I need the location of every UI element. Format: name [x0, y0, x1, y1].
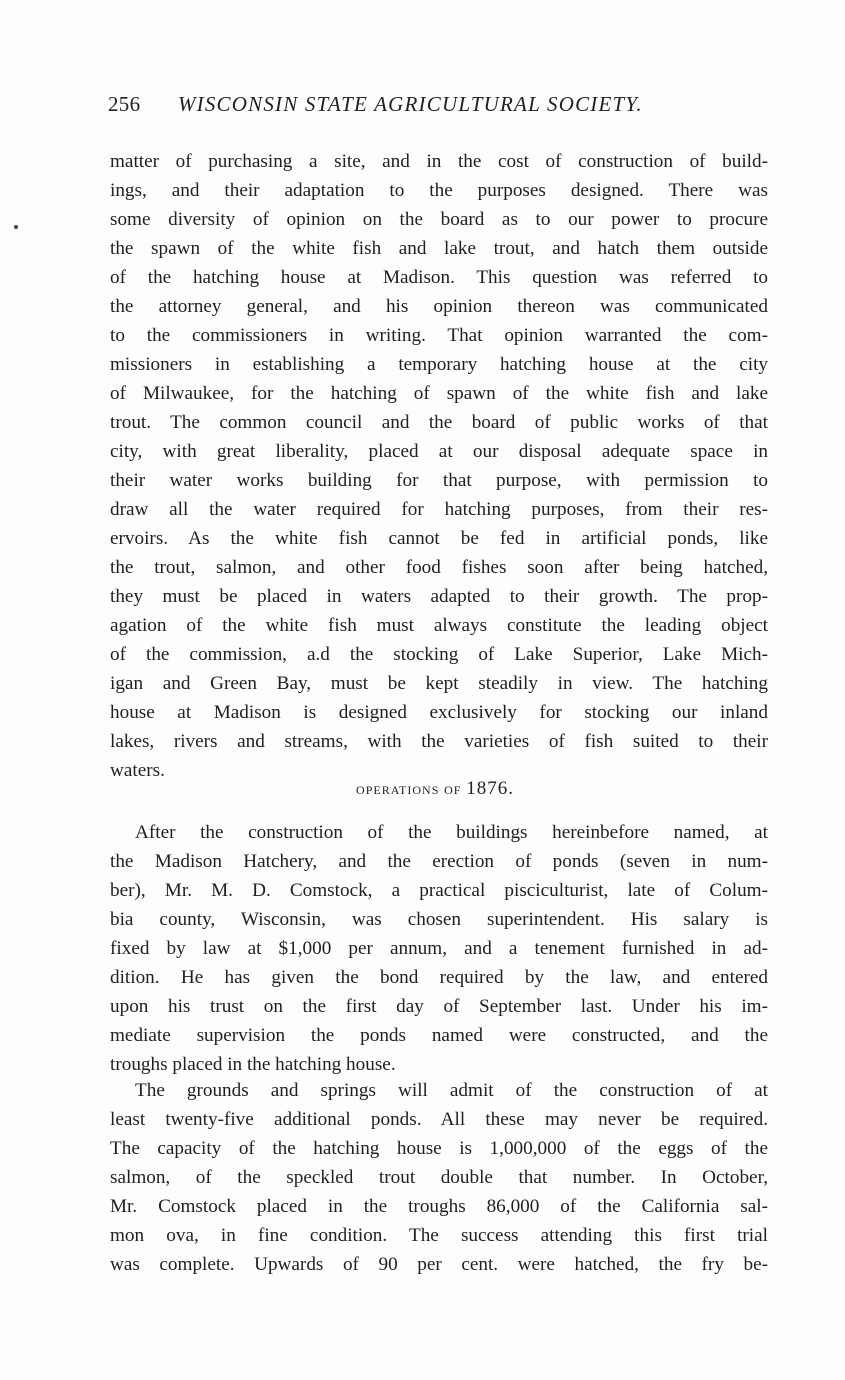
- text-line: draw all the water required for hatching purposes, from their res-: [110, 499, 768, 520]
- text-line: bia county, Wisconsin, was chosen superintendent. His salary is: [110, 909, 768, 930]
- text-line: house at Madison is designed exclusively for stocking our inland: [110, 702, 768, 723]
- heading-word: operations: [356, 779, 440, 798]
- text-line: was complete. Upwards of 90 per cent. were hatched, the fry be-: [110, 1254, 768, 1275]
- text-line: After the construction of the buildings hereinbefore named, at: [135, 822, 768, 843]
- text-line: ber), Mr. M. D. Comstock, a practical pisciculturist, late of Colum-: [110, 880, 768, 901]
- text-line: The grounds and springs will admit of the construction of at: [135, 1080, 768, 1101]
- text-line: mon ova, in fine condition. The success attending this first trial: [110, 1225, 768, 1246]
- text-line: matter of purchasing a site, and in the cost of construction of build-: [110, 151, 768, 172]
- text-line: missioners in establishing a temporary hatching house at the city: [110, 354, 768, 375]
- page-header: [108, 92, 708, 122]
- text-line: waters.: [110, 760, 165, 781]
- text-line: dition. He has given the bond required by the law, and entered: [110, 967, 768, 988]
- text-line: they must be placed in waters adapted to their growth. The prop-: [110, 586, 768, 607]
- text-line: trout. The common council and the board of public works of that: [110, 412, 768, 433]
- text-line: city, with great liberality, placed at our disposal adequate space in: [110, 441, 768, 462]
- text-line: some diversity of opinion on the board as to our power to procure: [110, 209, 768, 230]
- text-line: the attorney general, and his opinion thereon was communicated: [110, 296, 768, 317]
- text-line: of Milwaukee, for the hatching of spawn of the white fish and lake: [110, 383, 768, 404]
- text-line: the spawn of the white fish and lake trout, and hatch them outside: [110, 238, 768, 259]
- text-line: to the commissioners in writing. That opinion warranted the com-: [110, 325, 768, 346]
- running-title: WISCONSIN STATE AGRICULTURAL SOCIETY.: [177, 92, 643, 116]
- heading-year: 1876.: [466, 778, 514, 799]
- text-line: lakes, rivers and streams, with the varieties of fish suited to their: [110, 731, 768, 752]
- text-line: of the hatching house at Madison. This question was referred to: [110, 267, 768, 288]
- text-line: The capacity of the hatching house is 1,000,000 of the eggs of the: [110, 1138, 768, 1159]
- text-line: igan and Green Bay, must be kept steadily in view. The hatching: [110, 673, 768, 694]
- text-line: fixed by law at $1,000 per annum, and a tenement furnished in ad-: [110, 938, 768, 959]
- text-line: troughs placed in the hatching house.: [110, 1054, 396, 1075]
- text-line: of the commission, a.d the stocking of Lake Superior, Lake Mich-: [110, 644, 768, 665]
- paragraph-1: [110, 147, 768, 785]
- text-line: agation of the white fish must always constitute the leading object: [110, 615, 768, 636]
- paragraph-2: [110, 818, 768, 1079]
- heading-word: of: [444, 779, 462, 798]
- text-line: least twenty-five additional ponds. All these may never be required.: [110, 1109, 768, 1130]
- text-line: salmon, of the speckled trout double that number. In October,: [110, 1167, 768, 1188]
- text-line: the trout, salmon, and other food fishes soon after being hatched,: [110, 557, 768, 578]
- text-line: the Madison Hatchery, and the erection of ponds (seven in num-: [110, 851, 768, 872]
- text-line: ervoirs. As the white fish cannot be fed in artificial ponds, like: [110, 528, 768, 549]
- ink-speck: [14, 225, 18, 229]
- section-heading: [0, 776, 845, 803]
- text-line: Mr. Comstock placed in the troughs 86,000 of the California sal-: [110, 1196, 768, 1217]
- paragraph-3: [110, 1076, 768, 1279]
- page-number: 256: [108, 92, 141, 116]
- text-line: ings, and their adaptation to the purposes designed. There was: [110, 180, 768, 201]
- text-line: mediate supervision the ponds named were constructed, and the: [110, 1025, 768, 1046]
- text-line: their water works building for that purpose, with permission to: [110, 470, 768, 491]
- text-line: upon his trust on the first day of September last. Under his im-: [110, 996, 768, 1017]
